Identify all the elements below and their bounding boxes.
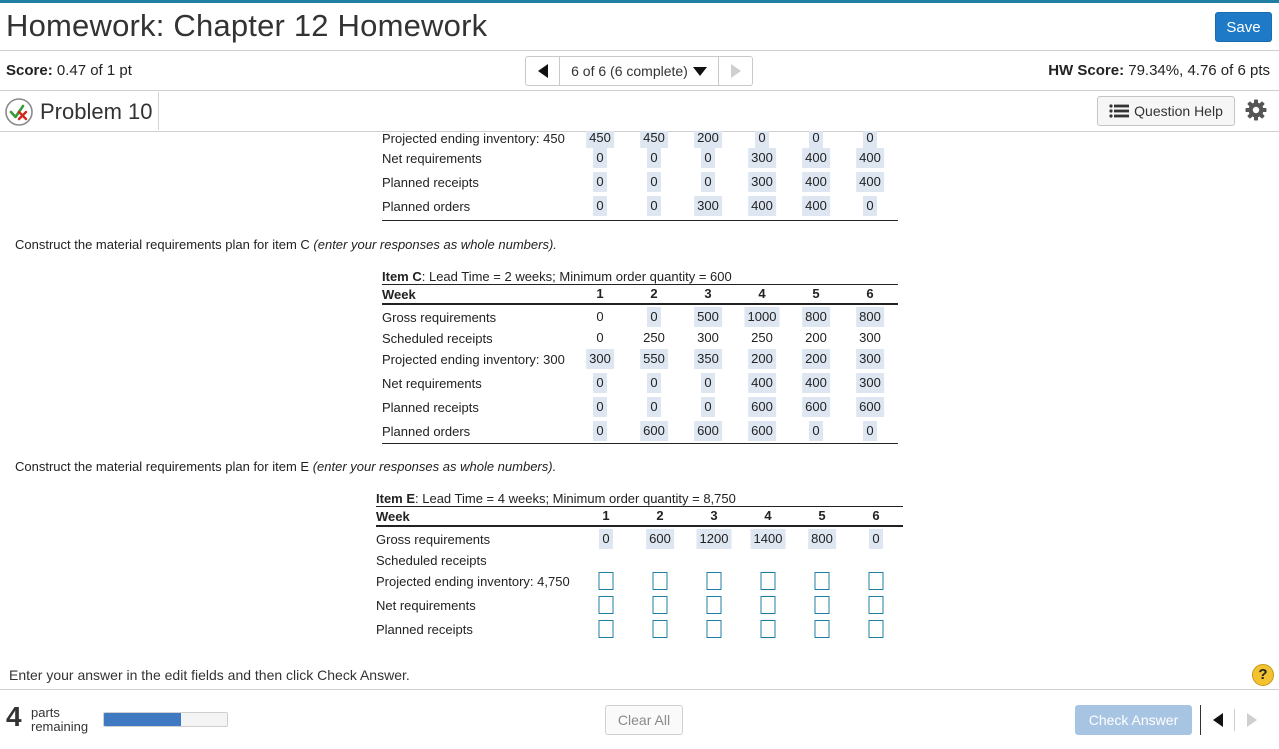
instruction-item-c xyxy=(15,237,557,252)
answer-cell: 0 xyxy=(809,131,823,148)
value-cell: 300 xyxy=(697,330,719,345)
next-question-button[interactable] xyxy=(1235,705,1268,735)
answer-cell: 550 xyxy=(640,349,668,369)
answer-cell: 0 xyxy=(647,307,661,327)
answer-cell: 1200 xyxy=(697,529,732,549)
answer-cell: 600 xyxy=(802,397,830,417)
answer-cell: 400 xyxy=(802,373,830,393)
answer-cell: 0 xyxy=(809,421,823,441)
answer-cell: 0 xyxy=(701,172,715,192)
divider xyxy=(158,92,159,130)
problem-header xyxy=(4,94,153,130)
row-label: Gross requirements xyxy=(382,309,497,325)
answer-input[interactable] xyxy=(653,620,668,638)
table-header xyxy=(382,284,898,304)
row-label: Gross requirements xyxy=(376,531,491,547)
answer-cell: 0 xyxy=(701,148,715,168)
answer-input[interactable] xyxy=(815,572,830,590)
answer-input[interactable] xyxy=(869,572,884,590)
answer-cell: 800 xyxy=(808,529,836,549)
chevron-left-icon xyxy=(1213,713,1223,727)
instruction-text: Construct the material requirements plan for item E xyxy=(15,459,313,474)
answer-cell: 300 xyxy=(748,148,776,168)
divider xyxy=(0,689,1279,690)
chevron-right-icon xyxy=(1247,713,1257,727)
row-label: Scheduled receipts xyxy=(382,330,493,346)
chevron-right-icon xyxy=(731,64,741,78)
row-label: Planned receipts xyxy=(382,399,479,415)
answer-cell: 0 xyxy=(593,172,607,192)
row-label: Net requirements xyxy=(382,375,482,391)
week-number: 3 xyxy=(704,286,712,301)
answer-cell: 1400 xyxy=(751,529,786,549)
answer-cell: 0 xyxy=(863,196,877,216)
answer-cell: 400 xyxy=(802,172,830,192)
week-number: 5 xyxy=(818,508,826,523)
check-answer-button[interactable]: Check Answer xyxy=(1075,705,1192,735)
answer-cell: 0 xyxy=(701,373,715,393)
row-label: Projected ending inventory: 300 xyxy=(382,351,565,367)
caret-down-icon xyxy=(693,67,707,76)
divider xyxy=(0,90,1279,91)
week-header: Week xyxy=(382,286,416,302)
next-question-button[interactable] xyxy=(719,57,752,85)
week-number: 1 xyxy=(602,508,610,523)
instruction-hint: (enter your responses as whole numbers). xyxy=(313,237,557,252)
answer-cell: 0 xyxy=(647,373,661,393)
instruction-hint: (enter your responses as whole numbers). xyxy=(312,459,557,474)
answer-cell: 400 xyxy=(802,148,830,168)
week-number: 2 xyxy=(656,508,664,523)
answer-cell: 450 xyxy=(586,131,614,148)
table-row xyxy=(382,373,898,393)
answer-cell: 200 xyxy=(748,349,776,369)
week-number: 5 xyxy=(812,286,820,301)
answer-cell: 800 xyxy=(856,307,884,327)
table-rule xyxy=(382,443,898,444)
score-value: 0.47 of 1 pt xyxy=(52,62,132,79)
answer-cell: 800 xyxy=(802,307,830,327)
answer-cell: 600 xyxy=(640,421,668,441)
answer-cell: 0 xyxy=(755,131,769,148)
value-cell: 250 xyxy=(643,330,665,345)
answer-cell: 0 xyxy=(701,397,715,417)
parts-remaining-count: 4 xyxy=(6,701,22,732)
answer-input[interactable] xyxy=(761,596,776,614)
table-header xyxy=(376,506,904,526)
table-row xyxy=(382,397,898,417)
answer-cell: 0 xyxy=(647,397,661,417)
answer-cell: 0 xyxy=(869,529,883,549)
answer-cell: 300 xyxy=(856,349,884,369)
page-title: Homework: Chapter 12 Homework xyxy=(6,8,488,43)
progress-bar xyxy=(103,712,228,727)
question-navigator xyxy=(525,56,753,86)
question-help-label: Question Help xyxy=(1134,103,1223,119)
row-label: Net requirements xyxy=(376,597,476,613)
answer-cell: 200 xyxy=(802,349,830,369)
answer-input[interactable] xyxy=(599,596,614,614)
table-rule xyxy=(382,303,898,305)
partial-credit-icon xyxy=(4,97,34,127)
answer-input[interactable] xyxy=(707,596,722,614)
row-label: Planned orders xyxy=(382,423,471,439)
question-help-button[interactable] xyxy=(1097,96,1235,126)
answer-input[interactable] xyxy=(815,620,830,638)
answer-input[interactable] xyxy=(761,572,776,590)
previous-question-button[interactable] xyxy=(526,57,560,85)
table-row xyxy=(382,131,898,148)
answer-instruction: Enter your answer in the edit fields and then click Check Answer. xyxy=(9,667,410,683)
answer-cell: 0 xyxy=(647,148,661,168)
table-rule xyxy=(376,525,903,527)
parts-remaining-label xyxy=(31,706,88,734)
answer-cell: 400 xyxy=(802,196,830,216)
value-cell: 0 xyxy=(596,309,604,324)
answer-cell: 600 xyxy=(646,529,674,549)
answer-cell: 400 xyxy=(748,373,776,393)
answer-cell: 0 xyxy=(593,373,607,393)
value-cell: 200 xyxy=(805,330,827,345)
row-label: Planned receipts xyxy=(376,621,473,637)
hw-score-value: 79.34%, 4.76 of 6 pts xyxy=(1124,62,1270,79)
caption-details: : Lead Time = 2 weeks; Minimum order quantity = 600 xyxy=(421,268,732,284)
help-icon[interactable]: ? xyxy=(1252,664,1274,686)
answer-cell: 0 xyxy=(863,131,877,148)
answer-cell: 300 xyxy=(748,172,776,192)
answer-cell: 600 xyxy=(748,397,776,417)
answer-input[interactable] xyxy=(707,620,722,638)
week-number: 6 xyxy=(866,286,874,301)
item-e-table xyxy=(376,488,904,648)
answer-cell: 0 xyxy=(593,196,607,216)
week-header: Week xyxy=(376,508,410,524)
table-row xyxy=(382,148,898,168)
question-dropdown-label: 6 of 6 (6 complete) xyxy=(571,63,688,79)
answer-input[interactable] xyxy=(707,572,722,590)
answer-cell: 600 xyxy=(694,421,722,441)
answer-cell: 0 xyxy=(593,148,607,168)
answer-input[interactable] xyxy=(869,596,884,614)
problem-title: Problem 10 xyxy=(40,99,153,124)
table-row xyxy=(382,172,898,192)
table-caption xyxy=(376,488,904,508)
value-cell: 300 xyxy=(859,330,881,345)
table-row xyxy=(382,328,898,348)
answer-cell: 400 xyxy=(748,196,776,216)
answer-cell: 0 xyxy=(593,421,607,441)
row-label: Net requirements xyxy=(382,150,482,166)
answer-cell: 350 xyxy=(694,349,722,369)
answer-cell: 0 xyxy=(599,529,613,549)
value-cell: 0 xyxy=(596,330,604,345)
list-icon xyxy=(1109,104,1129,118)
answer-input[interactable] xyxy=(599,620,614,638)
item-c-table xyxy=(382,266,898,446)
score xyxy=(6,62,132,79)
week-number: 4 xyxy=(764,508,772,523)
caption-item-name: Item E xyxy=(376,490,416,506)
hw-score-label: HW Score: xyxy=(1048,62,1125,79)
bottom-navigator xyxy=(1200,705,1272,735)
answer-cell: 600 xyxy=(748,421,776,441)
answer-cell: 500 xyxy=(694,307,722,327)
table-row xyxy=(382,196,898,216)
row-label: Planned orders xyxy=(382,198,471,214)
previous-question-button[interactable] xyxy=(1201,705,1234,735)
parts-line-2: remaining xyxy=(31,719,89,734)
table-row xyxy=(382,349,898,369)
answer-cell: 0 xyxy=(593,397,607,417)
table-row xyxy=(376,529,904,549)
hw-score xyxy=(1048,62,1270,79)
item-b-table xyxy=(382,131,898,224)
week-number: 6 xyxy=(872,508,880,523)
clear-all-button[interactable]: Clear All xyxy=(605,705,683,735)
row-label: Projected ending inventory: 450 xyxy=(382,131,565,146)
answer-input[interactable] xyxy=(761,620,776,638)
table-row xyxy=(382,421,898,441)
gear-icon[interactable] xyxy=(1245,99,1267,121)
answer-cell: 400 xyxy=(856,172,884,192)
answer-cell: 600 xyxy=(856,397,884,417)
top-accent-line xyxy=(0,0,1279,3)
row-label: Projected ending inventory: 4,750 xyxy=(376,573,570,589)
instruction-item-e xyxy=(15,459,556,474)
answer-cell: 450 xyxy=(640,131,668,148)
answer-cell: 0 xyxy=(647,196,661,216)
parts-line-1: parts xyxy=(31,705,60,720)
question-dropdown[interactable] xyxy=(560,57,719,85)
progress-fill xyxy=(104,713,181,726)
answer-input[interactable] xyxy=(599,572,614,590)
table-row xyxy=(376,550,904,570)
row-label: Planned receipts xyxy=(382,174,479,190)
table-caption xyxy=(382,266,898,286)
answer-input[interactable] xyxy=(869,620,884,638)
instruction-text: Construct the material requirements plan for item C xyxy=(15,237,314,252)
score-label: Score: xyxy=(6,62,53,79)
week-number: 4 xyxy=(758,286,766,301)
answer-cell: 0 xyxy=(863,421,877,441)
answer-cell: 1000 xyxy=(745,307,780,327)
week-number: 2 xyxy=(650,286,658,301)
question-content xyxy=(0,131,1279,661)
caption-item-name: Item C xyxy=(382,268,422,284)
save-button[interactable]: Save xyxy=(1215,12,1272,42)
answer-input[interactable] xyxy=(653,572,668,590)
answer-cell: 300 xyxy=(694,196,722,216)
caption-details: : Lead Time = 4 weeks; Minimum order quantity = 8,750 xyxy=(415,490,736,506)
table-row xyxy=(382,307,898,327)
week-number: 1 xyxy=(596,286,604,301)
value-cell: 250 xyxy=(751,330,773,345)
chevron-left-icon xyxy=(538,64,548,78)
answer-cell: 400 xyxy=(856,148,884,168)
answer-cell: 0 xyxy=(647,172,661,192)
answer-cell: 300 xyxy=(586,349,614,369)
table-rule xyxy=(382,220,898,221)
answer-input[interactable] xyxy=(653,596,668,614)
answer-cell: 200 xyxy=(694,131,722,148)
week-number: 3 xyxy=(710,508,718,523)
answer-input[interactable] xyxy=(815,596,830,614)
answer-cell: 300 xyxy=(856,373,884,393)
row-label: Scheduled receipts xyxy=(376,552,487,568)
divider xyxy=(0,50,1279,51)
